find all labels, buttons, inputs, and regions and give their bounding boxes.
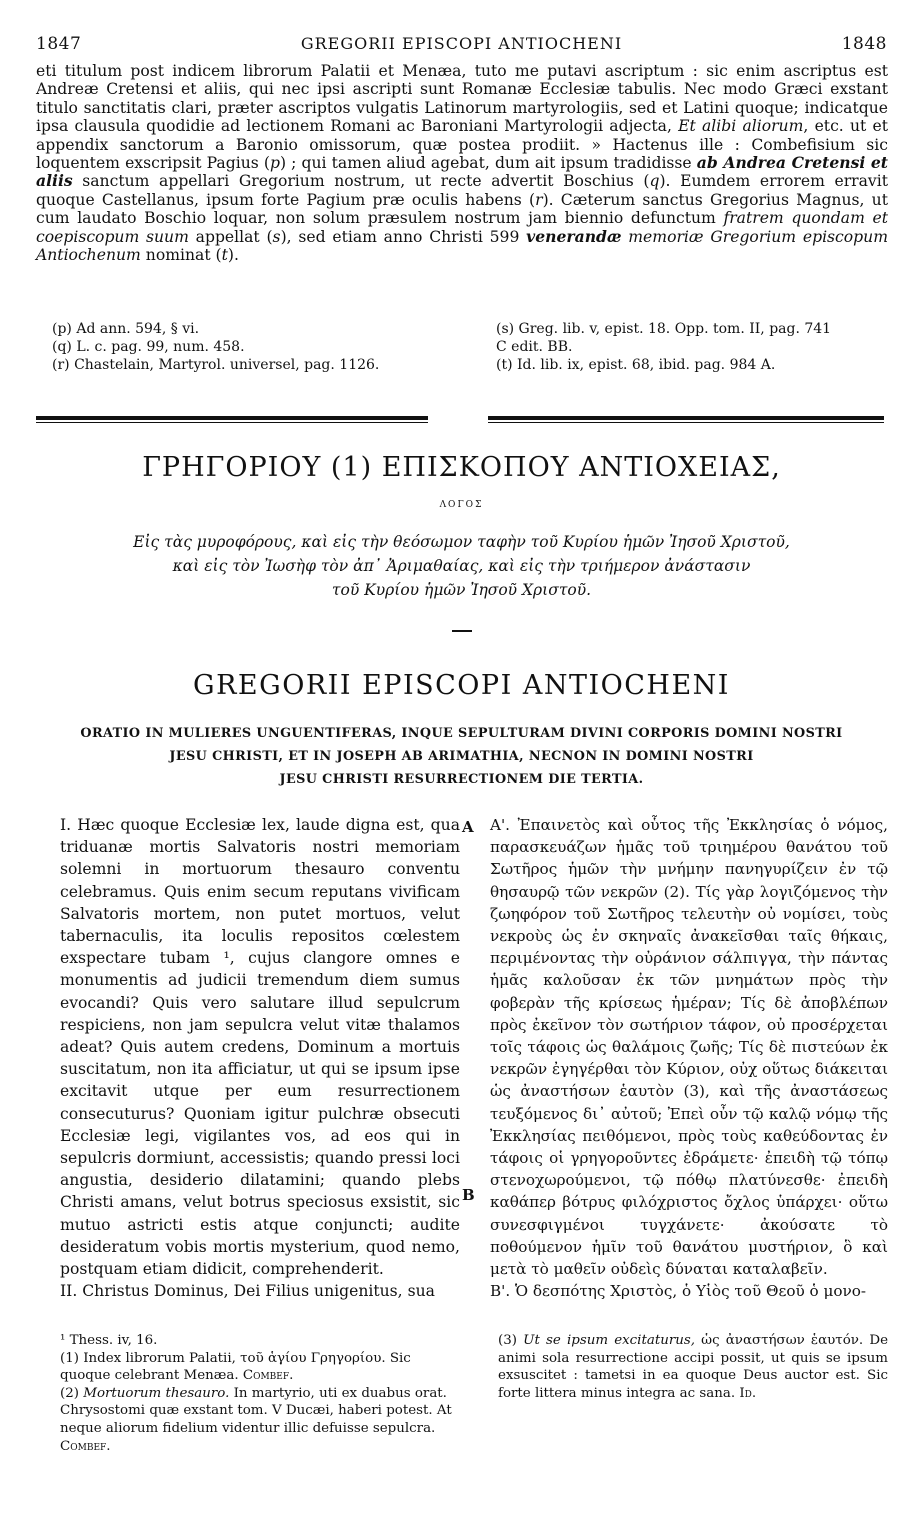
footnote-1-thess: ¹ Thess. iv, 16. bbox=[60, 1333, 158, 1348]
footnote-s-cont: C edit. BB. bbox=[496, 339, 573, 355]
prose-text: ). bbox=[227, 246, 239, 265]
latin-subtitle-line: ORATIO IN MULIERES UNGUENTIFERAS, INQUE SEPULTURAM DIVINI CORPORIS DOMINI NOSTRI bbox=[80, 726, 843, 741]
latin-subtitle-line: JESU CHRISTI, ET IN JOSEPH AB ARIMATHIA, NECNON IN DOMINI NOSTRI bbox=[169, 749, 754, 764]
prose-text: sanctum appellari Gregorium nostrum, ut recte advertit Boschius ( bbox=[72, 172, 650, 191]
prose-text: ), sed etiam anno Christi 599 bbox=[280, 227, 527, 246]
footnote-text: (2) bbox=[60, 1385, 84, 1401]
footnote-p: (p) Ad ann. 594, § vi. bbox=[52, 321, 200, 337]
intro-prose bbox=[36, 62, 888, 264]
footnote-text: In martyrio, uti ex duabus orat. Chrysostomi quæ exstant tom. V Ducæi, haberi potest. At neque aliorum fidelium videntur illic defuisse sepulcra. bbox=[60, 1385, 452, 1436]
footnote-q: (q) L. c. pag. 99, num. 458. bbox=[52, 339, 245, 355]
running-title: GREGORII EPISCOPI ANTIOCHENI bbox=[300, 34, 623, 53]
prose-italic: fratrem quondam et coepiscopum suum bbox=[36, 209, 888, 246]
section-rule-thick-left bbox=[36, 416, 428, 420]
bottom-footnotes-left bbox=[60, 1332, 456, 1455]
latin-paragraph-2: II. Christus Dominus, Dei Filius unigenitus, sua bbox=[60, 1282, 435, 1301]
footnote-italic: Ut se ipsum excitaturus, bbox=[523, 1333, 695, 1348]
footnote-signature: Combef. bbox=[60, 1438, 111, 1454]
prose-italic: q bbox=[649, 172, 660, 191]
greek-subtitle-line: καὶ εἰς τὸν Ἰωσὴφ τὸν ἀπ᾽ Ἀριμαθαίας, καὶ εἰς τὴν τριήμερον ἀνάστασιν bbox=[172, 557, 751, 575]
page-number-right: 1848 bbox=[841, 34, 887, 54]
greek-subtitle-line: τοῦ Κυρίου ἡμῶν Ἰησοῦ Χριστοῦ. bbox=[331, 581, 592, 599]
bottom-footnotes-right bbox=[498, 1332, 888, 1402]
greek-paragraph-2: Β'. Ὁ δεσπότης Χριστὸς, ὁ Υἱὸς τοῦ Θεοῦ ὁ μονο- bbox=[490, 1282, 867, 1301]
latin-subtitle bbox=[40, 722, 883, 791]
greek-title: ΓΡΗΓΟΡΙΟΥ (1) ΕΠΙΣΚΟΠΟΥ ΑΝΤΙΟΧΕΙΑΣ, bbox=[142, 452, 781, 483]
footnote-text: ὡς ἀναστήσων ἑαυτόν. De animi sola resurrectione accipi possit, ut quis se ipsum exsuscitet : tametsi in ea quoque Deus auctor est. Sic forte littera minus integra ac sana. bbox=[498, 1333, 889, 1401]
prose-bold-italic: ab Andrea Cretensi et aliis bbox=[36, 153, 889, 191]
footnote-3 bbox=[498, 1332, 888, 1402]
running-header bbox=[36, 34, 887, 60]
short-divider bbox=[452, 630, 472, 632]
page-number-left: 1847 bbox=[36, 34, 82, 54]
margin-marker-b: B bbox=[462, 1186, 475, 1204]
prose-italic: t bbox=[221, 246, 228, 265]
prose-italic: s bbox=[272, 227, 281, 246]
greek-subtitle-line: Εἰς τὰς μυροφόρους, καὶ εἰς τὴν θεόσωμον ταφὴν τοῦ Κυρίου ἡμῶν Ἰησοῦ Χριστοῦ, bbox=[133, 533, 790, 551]
footnote-s: (s) Greg. lib. v, epist. 18. Opp. tom. II, pag. 741 bbox=[496, 321, 832, 337]
prose-text: ) ; qui tamen aliud agebat, dum ait ipsum tradidisse bbox=[279, 154, 697, 173]
margin-marker-a: A bbox=[462, 818, 474, 836]
latin-paragraph-1: I. Hæc quoque Ecclesiæ lex, laude digna est, qua triduanæ mortis Salvatoris nostri memoriam solemni in mortuorum thesauro conventu celebramus. Quis enim secum reputans vivificam Salvatoris mortem, non putet mortuos, velut tabernaculis, ita loculis repositos cœlestem exspectare tubam ¹, cujus clangore omnes e monumentis ad judicii tremendum diem sumus evocandi? Quis vero salutare illud sepulcrum respiciens, non jam sepulcra velut vitæ thalamos adeat? Quis autem credens, Dominum a mortuis suscitatum, non ita afficiatur, ut qui se ipsum ipse excitavit utque per eum resurrectionem consecuturus? Quoniam igitur pulchræ obsecuti Ecclesiæ legi, vigilantes vos, ad eos qui in sepulcris dormiunt, accessistis; quando pressi loci angustia, desiderio dilatamini; quando plebs Christi amans, velut botrus speciosus exsistit, sic mutuo astricti estis atque conjuncti; audite desideratum vobis mortis mysterium, quod nemo, postquam etiam didicit, comprehenderit. bbox=[60, 816, 460, 1279]
section-rule-thick-right bbox=[488, 416, 884, 420]
footnote-text: (1) Index librorum Palatii, τοῦ ἁγίου Γρηγορίου. Sic quoque celebrant Menæa. bbox=[60, 1350, 411, 1384]
prose-text: , etc. ut et appendix sanctorum a Baronio omissorum, quæ postea prodiit. » Hactenus ille : Combefisium sic loquentem exscripsit Pagius ( bbox=[36, 117, 889, 173]
section-rule-thin-left bbox=[36, 422, 428, 423]
prose-italic: p bbox=[269, 154, 280, 173]
footnote-t: (t) Id. lib. ix, epist. 68, ibid. pag. 984 A. bbox=[496, 357, 776, 373]
footnote-r: (r) Chastelain, Martyrol. universel, pag. 1126. bbox=[52, 357, 380, 373]
greek-subtitle bbox=[0, 530, 923, 602]
prose-text: ). Eumdem errorem erravit quoque Castellanus, ipsum forte Pagium præ oculis habens ( bbox=[36, 172, 888, 209]
prose-bold-italic: venerandæ bbox=[526, 226, 622, 246]
prose-text: appellat ( bbox=[188, 227, 273, 246]
greek-logos-label: ΛΟΓΟΣ bbox=[439, 500, 484, 510]
prose-italic: Et alibi aliorum bbox=[678, 117, 804, 136]
footnote-text: (3) bbox=[498, 1333, 524, 1348]
intro-paragraph bbox=[36, 62, 888, 264]
latin-subtitle-line: JESU CHRISTI RESURRECTIONEM DIE TERTIA. bbox=[279, 772, 644, 787]
top-footnotes-right bbox=[496, 320, 892, 374]
greek-paragraph-1: Α'. Ἐπαινετὸς καὶ οὗτος τῆς Ἐκκλησίας ὁ νόμος, παρασκευάζων ἡμᾶς τοῦ τριημέρου θανάτου τοῦ Σωτῆρος ἡμῶν τὴν μνήμην πανηγυρίζειν ἐν τῷ θησαυρῷ τῶν νεκρῶν (2). Τίς γὰρ λογιζόμενος τὴν ζωηφόρον τοῦ Σωτῆρος τελευτὴν οὐ νομίσει, τοὺς νεκροὺς ὡς ἐν σκηναῖς ἀνακεῖσθαι ταῖς θήκαις, περιμένοντας τὴν οὐράνιον σάλπιγγα, τὴν πάντας ἡμᾶς καλοῦσαν ἐκ τῶν μνημάτων πρὸς τὴν φοβερὰν τῆς κρίσεως ἡμέραν; Τίς δὲ ἀποβλέπων πρὸς ἐκεῖνον τὸν σωτήριον τάφον, οὐ προσέρχεται τοῖς τάφοις ὡς θαλάμοις ζωῆς; Τίς δὲ πιστεύων ἐκ νεκρῶν ἐγηγέρθαι τὸν Κύριον, οὐχ οὕτως διάκειται ὡς ἀναστήσων ἑαυτὸν (3), καὶ τῆς ἀναστάσεως τευξόμενος δι᾽ αὐτοῦ; Ἐπεὶ οὖν τῷ καλῷ νόμῳ τῆς Ἐκκλησίας πειθόμενοι, πρὸς τοὺς καθεύδοντας ἐν τάφοις οἱ γρηγοροῦντες ἐδράμετε· ἐπειδὴ τῷ τόπῳ στενοχωρούμενοι, τῷ πόθῳ πλατύνεσθε· ἐπειδὴ καθάπερ βότρυς φιλόχριστος ὄχλος ὑπάρχει· οὕτω συνεσφιγμένοι τυγχάνετε· ἀκούσατε τὸ ποθούμενον ἡμῖν τοῦ θανάτου μυστήριον, ὃ καὶ μετὰ τὸ μαθεῖν οὐδεὶς δύναται καταλαβεῖν. bbox=[490, 816, 888, 1279]
prose-text: nominat ( bbox=[140, 246, 222, 265]
greek-text-column bbox=[490, 814, 888, 1302]
top-footnotes-left bbox=[52, 320, 472, 374]
footnote-signature: Combef. bbox=[242, 1368, 294, 1384]
footnote-signature: Id. bbox=[739, 1385, 757, 1401]
prose-text: ). Cæterum sanctus Gregorius Magnus, ut cum laudato Boschio loquar, non solum præsulem nostrum jam biennio defunctum bbox=[36, 190, 888, 228]
footnote-italic: Mortuorum thesauro. bbox=[83, 1385, 230, 1401]
latin-title: GREGORII EPISCOPI ANTIOCHENI bbox=[193, 670, 730, 701]
prose-italic: memoriæ Gregorium episcopum Antiochenum bbox=[36, 227, 888, 265]
section-rule-thin-right bbox=[488, 422, 884, 423]
prose-text: eti titulum post indicem librorum Palatii et Menæa, tuto me putavi ascriptum : sic enim ascriptus est Andreæ Cretensi et aliis, qui nec ipsi ascripti sunt Romanæ Ecclesiæ tabulis. Nec modo Græci exstant titulo sanctitatis clari, præter ascriptos vulgatis Latinorum martyrologiis, sed et Latini quoque; indicatque ipsa clausula quodidie ad lectionem Romani ac Baroniani Martyrologii adjecta, bbox=[36, 62, 888, 136]
prose-italic: r bbox=[535, 190, 543, 209]
footnote-2 bbox=[60, 1385, 456, 1455]
footnote-1 bbox=[60, 1350, 456, 1385]
latin-text-column bbox=[60, 814, 460, 1302]
